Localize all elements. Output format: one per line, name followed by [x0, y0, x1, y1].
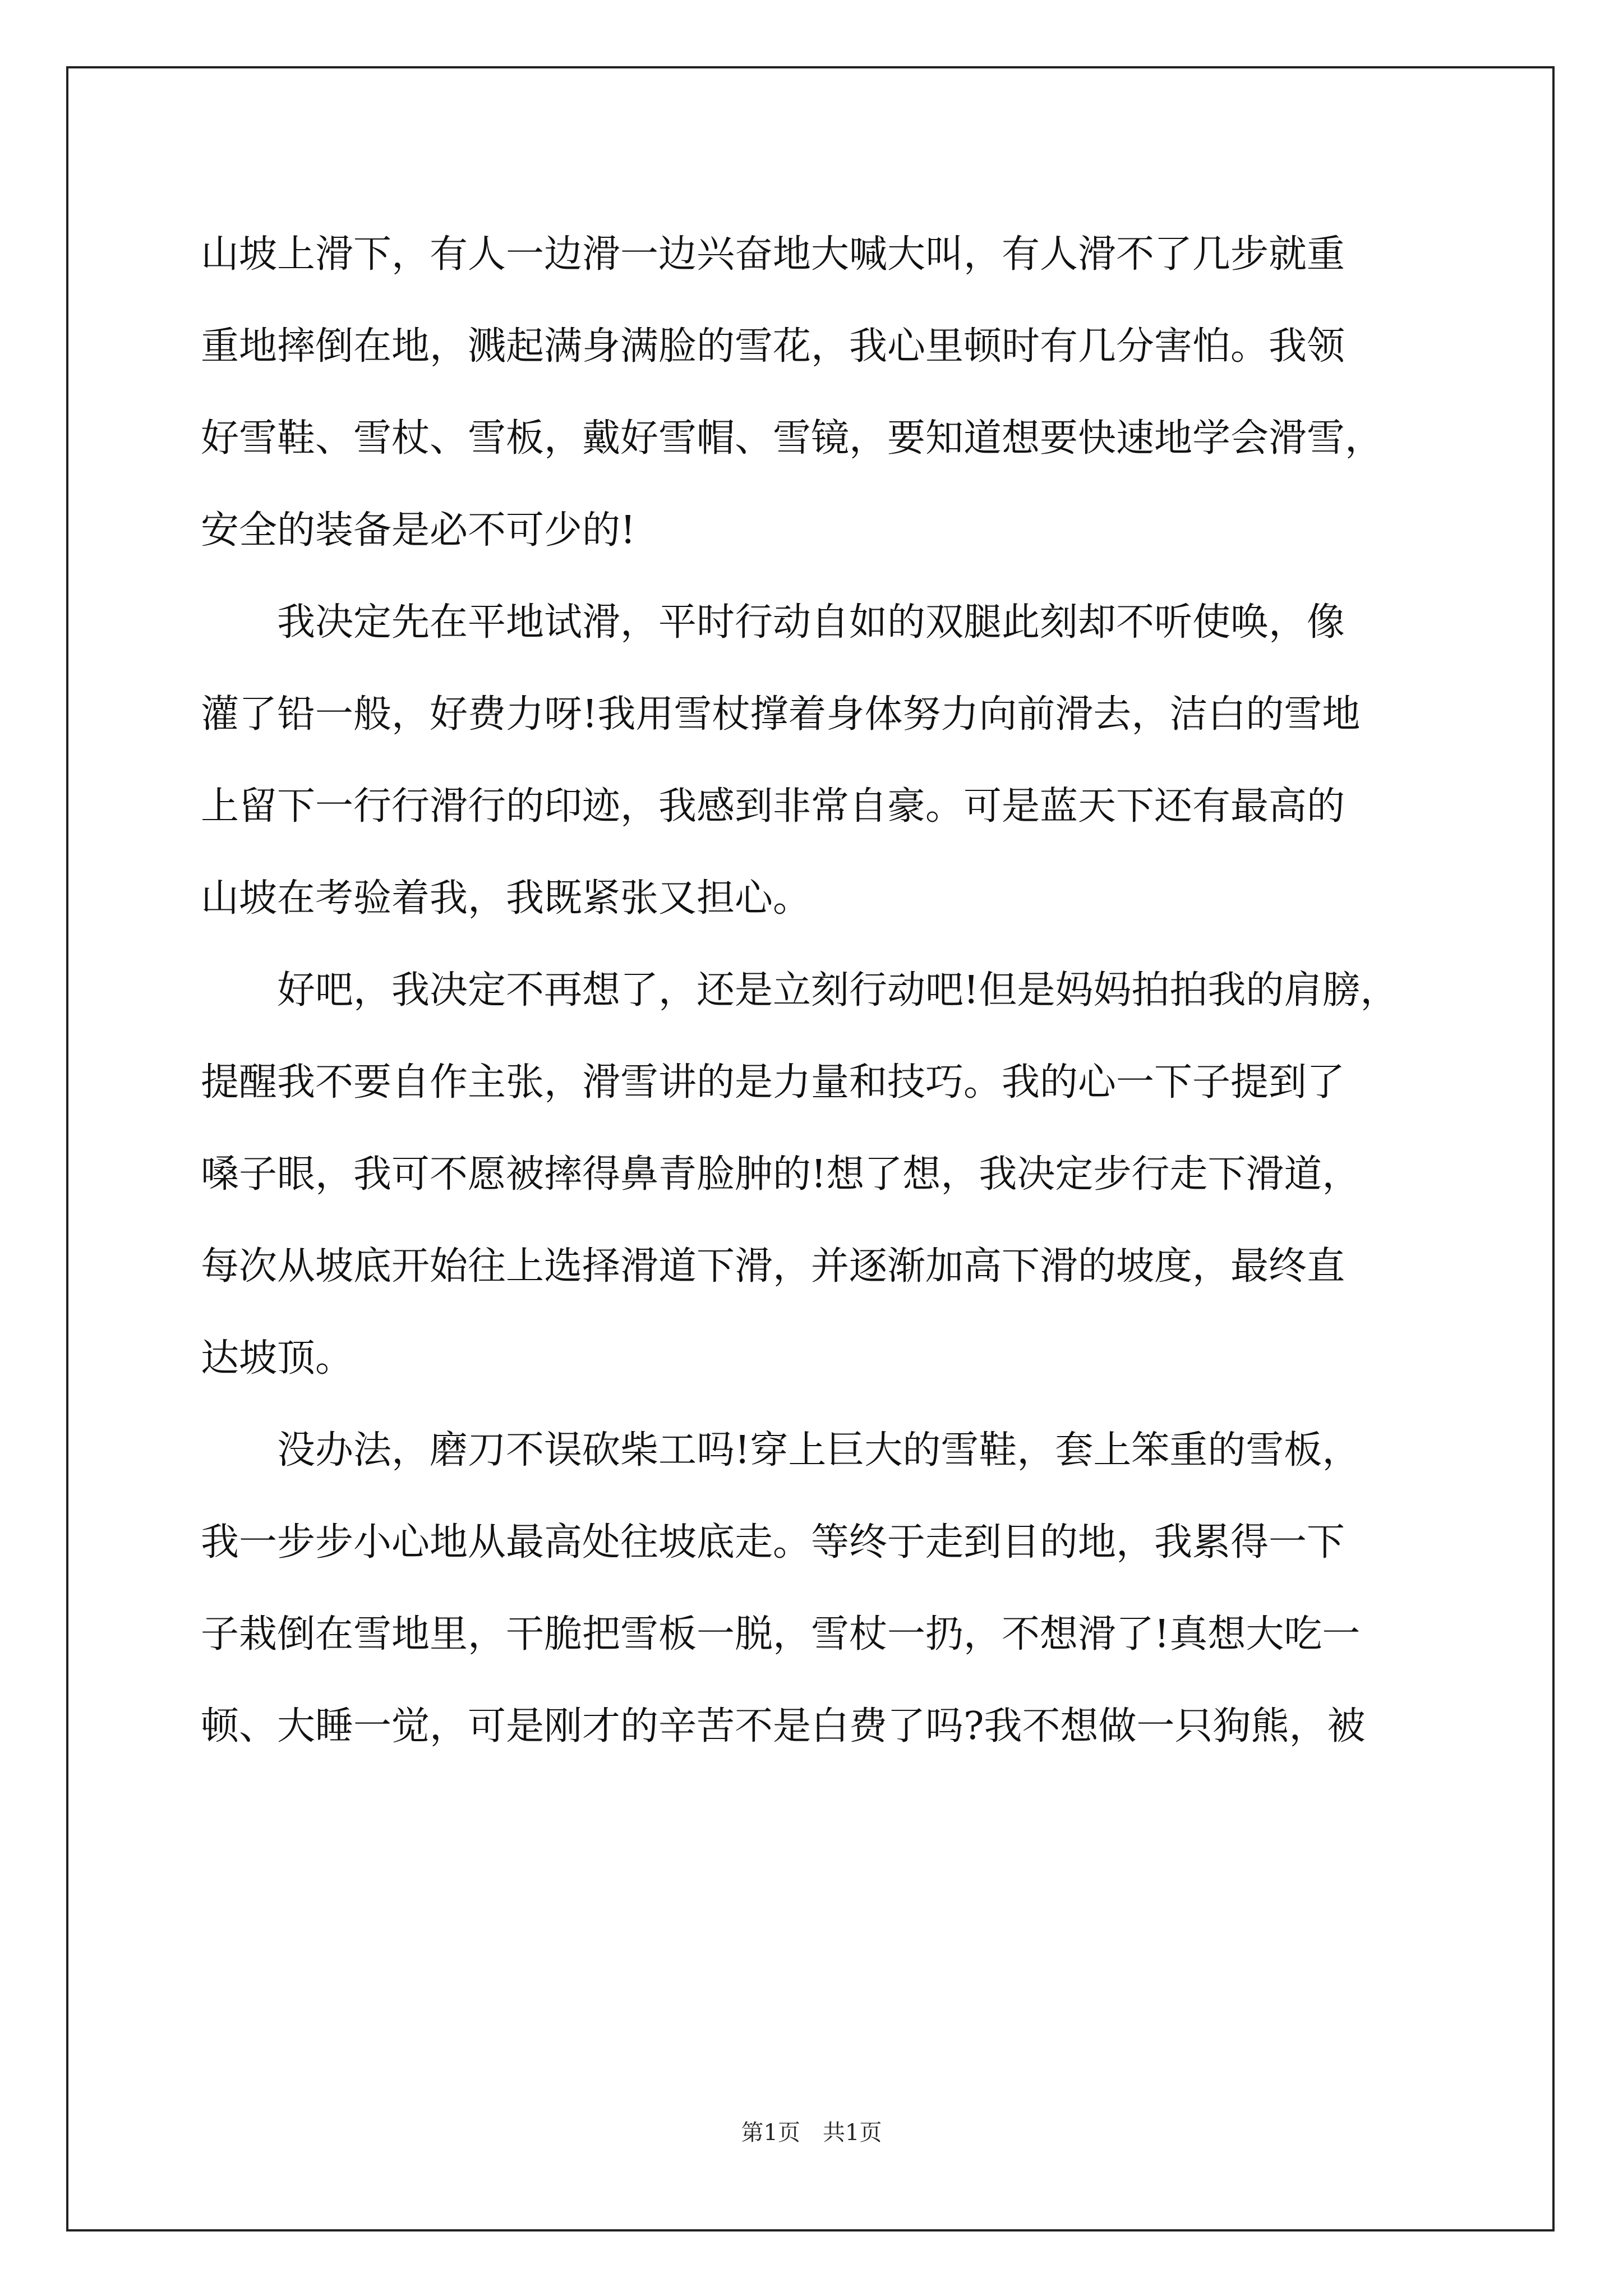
text-line: 我决定先在平地试滑，平时行动自如的双腿此刻却不听使唤，像	[277, 600, 1345, 645]
text-line: 达坡顶。	[201, 1336, 354, 1381]
text-line: 山坡在考验着我，我既紧张又担心。	[201, 876, 811, 921]
text-line: 嗓子眼，我可不愿被摔得鼻青脸肿的!想了想，我决定步行走下滑道，	[201, 1152, 1361, 1197]
text-line: 好雪鞋、雪杖、雪板，戴好雪帽、雪镜，要知道想要快速地学会滑雪，	[201, 416, 1384, 461]
page-number: 第1页	[741, 2120, 800, 2146]
text-line: 重地摔倒在地，溅起满身满脸的雪花，我心里顿时有几分害怕。我领	[201, 324, 1345, 369]
text-line: 没办法，磨刀不误砍柴工吗!穿上巨大的雪鞋，套上笨重的雪板，	[277, 1428, 1361, 1473]
text-line: 我一步步小心地从最高处往坡底走。等终于走到目的地，我累得一下	[201, 1520, 1345, 1565]
text-line: 顿、大睡一觉，可是刚才的辛苦不是白费了吗?我不想做一只狗熊，被	[201, 1704, 1366, 1749]
text-line: 每次从坡底开始往上选择滑道下滑，并逐渐加高下滑的坡度，最终直	[201, 1244, 1345, 1289]
text-line: 子栽倒在雪地里，干脆把雪板一脱，雪杖一扔，不想滑了!真想大吃一	[201, 1612, 1361, 1657]
page-footer	[0, 2115, 1623, 2147]
text-line: 好吧，我决定不再想了，还是立刻行动吧!但是妈妈拍拍我的肩膀，	[277, 968, 1399, 1013]
text-line: 安全的装备是必不可少的!	[201, 508, 636, 553]
page-total: 共1页	[823, 2120, 882, 2146]
text-line: 提醒我不要自作主张，滑雪讲的是力量和技巧。我的心一下子提到了	[201, 1060, 1345, 1105]
document-body	[201, 209, 1435, 1773]
text-line: 山坡上滑下，有人一边滑一边兴奋地大喊大叫，有人滑不了几步就重	[201, 232, 1345, 277]
text-line: 灌了铅一般，好费力呀!我用雪杖撑着身体努力向前滑去，洁白的雪地	[201, 692, 1361, 737]
text-line: 上留下一行行滑行的印迹，我感到非常自豪。可是蓝天下还有最高的	[201, 784, 1345, 829]
